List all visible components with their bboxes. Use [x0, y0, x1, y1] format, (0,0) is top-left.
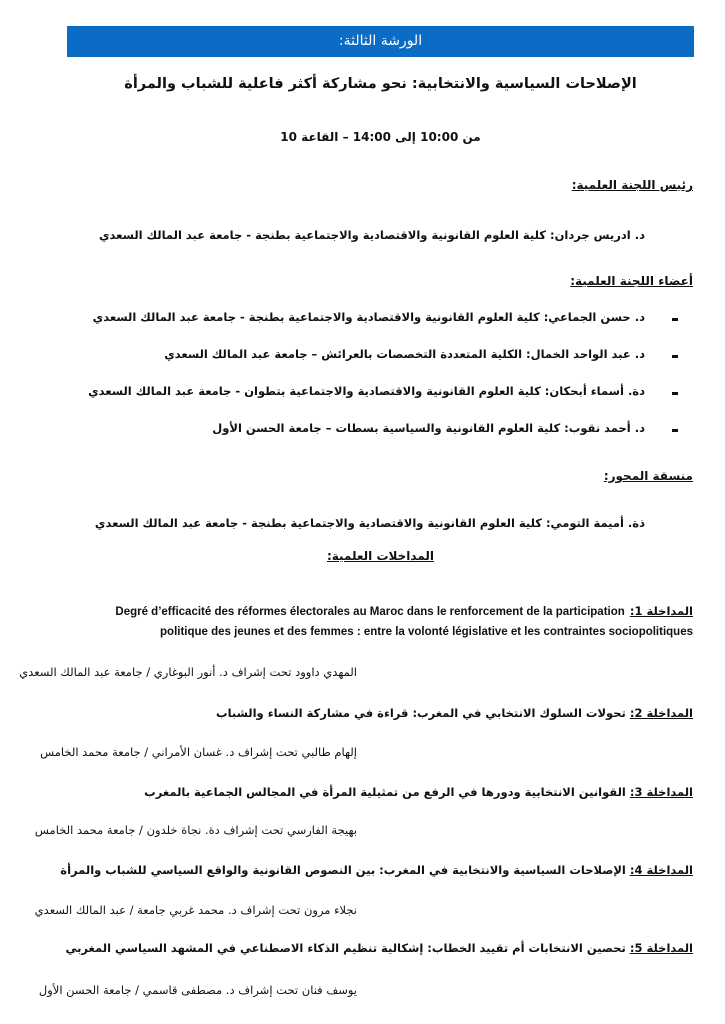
- intervention-label: المداخلة 1:: [629, 604, 693, 618]
- bullet-icon: [672, 355, 678, 358]
- members-heading: أعضاء اللجنة العلمية:: [570, 274, 693, 288]
- member-text: دة. أسماء أبحكان: كلية العلوم القانونية والاقتصادية والاجتماعية بتطوان - جامعة عبد المالك السعدي: [88, 384, 645, 398]
- intervention-author: يوسف فنان تحت إشراف د. مصطفى قاسمي / جامعة الحسن الأول: [38, 983, 357, 997]
- intervention-title-line: [65, 941, 693, 955]
- intervention-title-line1: [115, 600, 693, 619]
- intervention-author: بهيجة الفارسي تحت إشراف دة. نجاة خلدون / جامعة محمد الخامس: [34, 823, 357, 837]
- intervention-label: المداخلة 2:: [629, 706, 693, 720]
- member-text: د. أحمد نقوب: كلية العلوم القانونية والسياسية بسطات – جامعة الحسن الأول: [212, 421, 645, 435]
- interventions-heading: المداخلات العلمية:: [326, 549, 434, 563]
- intervention-title: تحولات السلوك الانتخابي في المغرب: قراءة في مشاركة النساء والشباب: [216, 706, 626, 720]
- bullet-icon: [672, 392, 678, 395]
- bullet-icon: [672, 318, 678, 321]
- member-text: د. عبد الواحد الخمال: الكلية المتعددة التخصصات بالعرائش – جامعة عبد المالك السعدي: [164, 347, 645, 361]
- workshop-banner: الورشة الثالثة:: [67, 26, 694, 57]
- intervention-title: القوانين الانتخابية ودورها في الرفع من تمثيلية المرأة في المجالس الجماعية بالمغرب: [144, 785, 626, 799]
- intervention-title-line: [144, 785, 693, 799]
- intervention-label: المداخلة 5:: [629, 941, 693, 955]
- chair-name: د. ادريس جردان: كلية العلوم القانونية والاقتصادية والاجتماعية بطنجة - جامعة عبد المالك السعدي: [98, 228, 645, 242]
- intervention-title-line: [216, 706, 693, 720]
- coordinator-heading: منسقة المحور:: [603, 469, 693, 483]
- intervention-author: نجلاء مرون تحت إشراف د. محمد غربي جامعة / عبد المالك السعدي: [34, 903, 357, 917]
- chair-heading: رئيس اللجنة العلمية:: [571, 178, 693, 192]
- workshop-schedule: من 10:00 إلى 14:00 – القاعة 10: [280, 130, 481, 144]
- intervention-label: المداخلة 3:: [629, 785, 693, 799]
- member-text: د. حسن الجماعي: كلية العلوم القانونية والاقتصادية والاجتماعية بطنجة - جامعة عبد المالك السعدي: [92, 310, 645, 324]
- intervention-label: المداخلة 4:: [629, 863, 693, 877]
- coordinator-name: ذة. أميمة التومي: كلية العلوم القانونية والاقتصادية والاجتماعية بطنجة - جامعة عبد المالك السعدي: [94, 516, 645, 530]
- intervention-title: Degré d’efficacité des réformes électorales au Maroc dans le renforcement de la participation: [115, 606, 625, 618]
- intervention-title-line2: politique des jeunes et des femmes : entre la volonté législative et les contraintes sociopolitiques: [160, 626, 693, 638]
- intervention-author: المهدي داوود تحت إشراف د. أنور البوغاري / جامعة عبد المالك السعدي: [19, 665, 357, 679]
- intervention-title-line: [60, 863, 693, 877]
- intervention-title: الإصلاحات السياسية والانتخابية في المغرب: بين النصوص القانونية والواقع السياسي للشباب والمرأة: [60, 863, 626, 877]
- intervention-title: تحصين الانتخابات أم تقييد الخطاب: إشكالية تنظيم الذكاء الاصطناعي في المشهد السياسي المغربي: [65, 941, 626, 955]
- workshop-title: الإصلاحات السياسية والانتخابية: نحو مشاركة أكثر فاعلية للشباب والمرأة: [124, 76, 637, 92]
- bullet-icon: [672, 429, 678, 432]
- intervention-author: إلهام طالبي تحت إشراف د. غسان الأمراني / جامعة محمد الخامس: [40, 745, 357, 759]
